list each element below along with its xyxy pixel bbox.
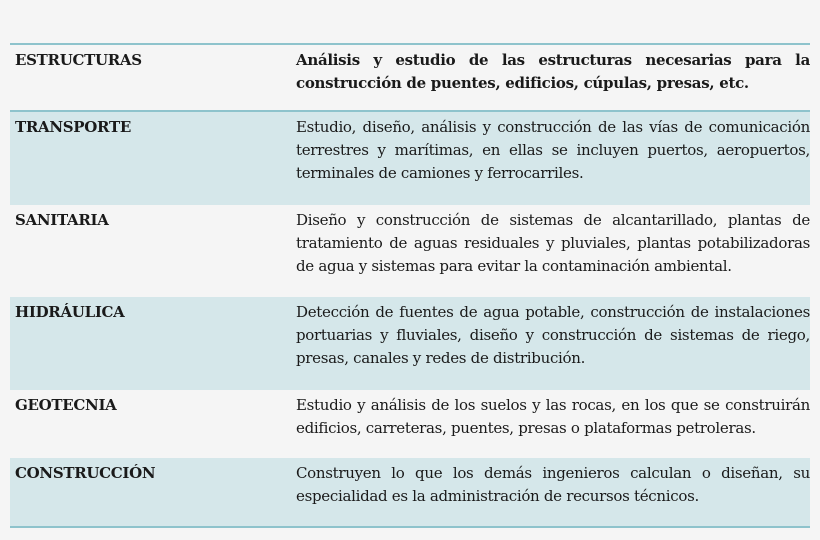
specialty-name: CONSTRUCCIÓN — [15, 464, 156, 482]
specialty-name: GEOTECNIA — [15, 396, 117, 414]
specialty-description: Construyen lo que los demás ingenieros calculan o diseñan, su especialidad es la administración de recursos técnicos. — [296, 464, 810, 505]
table-row-estructuras — [10, 45, 810, 112]
table-row-geotecnia — [10, 390, 810, 458]
specialty-description: Diseño y construcción de sistemas de alcantarillado, plantas de tratamiento de aguas residuales y pluviales, plantas potabilizadoras de agua y sistemas para evitar la contaminación ambiental. — [296, 211, 810, 275]
specialty-description: Análisis y estudio de las estructuras necesarias para la construcción de puentes, edificios, cúpulas, presas, etc. — [296, 51, 810, 92]
specialty-name: HIDRÁULICA — [15, 303, 125, 321]
table-row-construccion — [10, 458, 810, 526]
specialty-description: Estudio y análisis de los suelos y las rocas, en los que se construirán edificios, carreteras, puentes, presas o plataformas petroleras. — [296, 396, 810, 437]
specialty-name: SANITARIA — [15, 211, 109, 229]
table-row-transporte — [10, 112, 810, 205]
table-row-hidraulica — [10, 297, 810, 390]
engineering-specialties-table — [10, 43, 810, 528]
specialty-name: ESTRUCTURAS — [15, 51, 142, 69]
specialty-name: TRANSPORTE — [15, 118, 131, 136]
specialty-description: Detección de fuentes de agua potable, construcción de instalaciones portuarias y fluviales, diseño y construcción de sistemas de riego, presas, canales y redes de distribución. — [296, 303, 810, 367]
specialty-description: Estudio, diseño, análisis y construcción de las vías de comunicación terrestres y marítimas, en ellas se incluyen puertos, aeropuertos, terminales de camiones y ferrocarriles. — [296, 118, 810, 182]
table-row-sanitaria — [10, 205, 810, 297]
